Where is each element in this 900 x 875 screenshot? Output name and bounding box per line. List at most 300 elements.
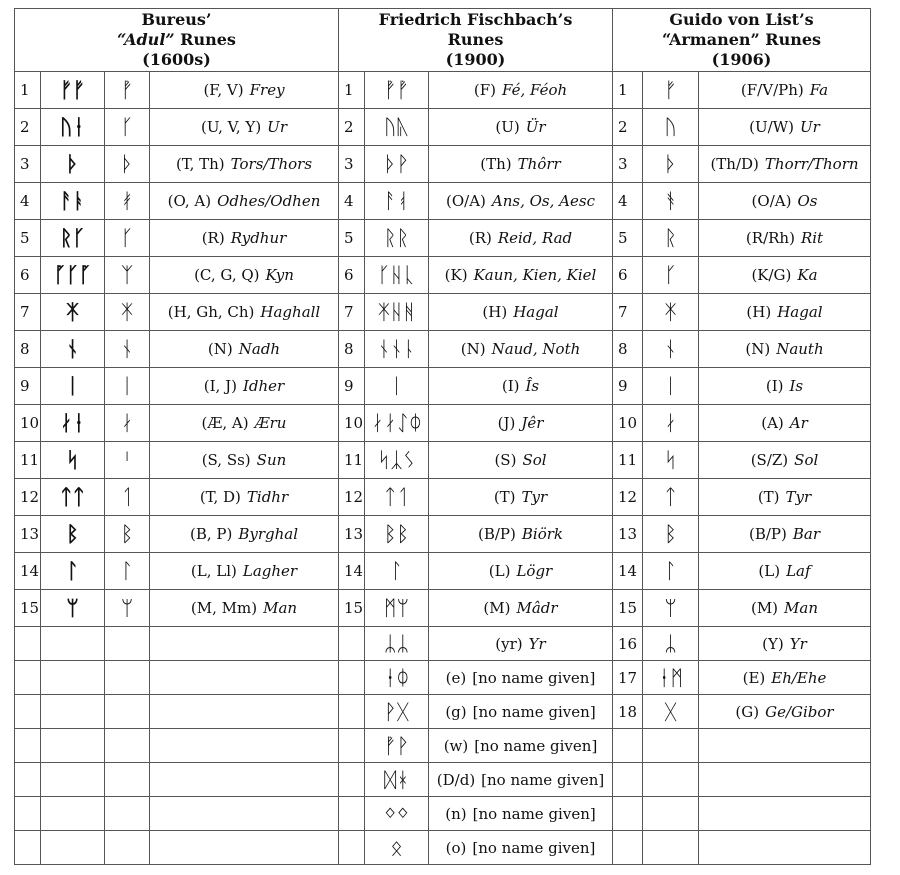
fischbach-glyphs: ᛏᛐ	[365, 479, 429, 516]
bureus-empty-cell	[150, 695, 339, 729]
bureus-glyph-variants: ᚢᛂ	[41, 109, 105, 146]
bureus-empty-cell	[15, 763, 41, 797]
header-list-line1: Guido von List’s	[669, 10, 814, 29]
rune-sounds: (F/V/Ph)	[740, 81, 804, 99]
rune-sounds: (M, Mm)	[190, 599, 258, 617]
rune-name: Kyn	[265, 266, 294, 284]
list-glyph: ᛁ	[643, 368, 699, 405]
table-row	[15, 763, 871, 797]
fischbach-rune-label	[429, 627, 613, 661]
fischbach-rune-number	[339, 695, 365, 729]
rune-name: Ur	[800, 118, 820, 136]
rune-name: Hagal	[513, 303, 559, 321]
fischbach-glyphs: ᚡᚡ	[365, 72, 429, 109]
fischbach-rune-label	[429, 331, 613, 368]
rune-sounds: (S/Z)	[750, 451, 789, 469]
fischbach-rune-label	[429, 553, 613, 590]
list-empty-cell	[643, 729, 699, 763]
list-rune-number: 5	[613, 220, 643, 257]
bureus-empty-cell	[150, 831, 339, 865]
bureus-glyph-alt: ᛌ	[105, 442, 150, 479]
rune-name: Mâdr	[516, 599, 558, 617]
fischbach-rune-number: 8	[339, 331, 365, 368]
list-rune-number: 8	[613, 331, 643, 368]
list-rune-number: 9	[613, 368, 643, 405]
bureus-rune-label	[150, 368, 339, 405]
rune-name: Tors/Thors	[230, 155, 313, 173]
list-empty-cell	[613, 831, 643, 865]
rune-sounds: (g)	[445, 702, 467, 721]
list-glyph: ᛂᛗ	[643, 661, 699, 695]
list-empty-cell	[643, 831, 699, 865]
fischbach-glyphs: ᛂᛰ	[365, 661, 429, 695]
rune-name: Rydhur	[230, 229, 287, 247]
rune-sounds: (R)	[468, 229, 492, 247]
rune-name: Haghall	[260, 303, 321, 321]
fischbach-rune-number: 5	[339, 220, 365, 257]
fischbach-rune-label	[429, 405, 613, 442]
list-rune-number: 4	[613, 183, 643, 220]
rune-sounds: (I)	[765, 377, 784, 395]
list-rune-label	[699, 553, 871, 590]
rune-sounds: (T, Th)	[175, 155, 225, 173]
rune-sounds: (K)	[444, 266, 468, 284]
table-row	[15, 72, 871, 109]
bureus-empty-cell	[41, 763, 105, 797]
table-row	[15, 257, 871, 294]
fischbach-rune-number: 10	[339, 405, 365, 442]
fischbach-rune-number	[339, 661, 365, 695]
bureus-glyph-alt: ᚯ	[105, 183, 150, 220]
bureus-glyph-alt: ᚦ	[105, 146, 150, 183]
bureus-empty-cell	[105, 797, 150, 831]
rune-name: Hagal	[777, 303, 823, 321]
bureus-rune-number: 5	[15, 220, 41, 257]
bureus-empty-cell	[150, 661, 339, 695]
rune-name: Ur	[267, 118, 287, 136]
rune-sounds: (n)	[445, 804, 467, 823]
bureus-glyph-variants: ᛚ	[41, 553, 105, 590]
rune-name: Fa	[809, 81, 829, 99]
list-rune-label	[699, 479, 871, 516]
fischbach-glyphs: ᛚ	[365, 553, 429, 590]
fischbach-rune-number: 15	[339, 590, 365, 627]
list-rune-label	[699, 220, 871, 257]
rune-sounds: (A)	[761, 414, 784, 432]
fischbach-glyphs: ᛡᚺᚻ	[365, 294, 429, 331]
list-glyph: ᚴ	[643, 257, 699, 294]
bureus-empty-cell	[105, 729, 150, 763]
table-row	[15, 695, 871, 729]
header-row	[15, 9, 871, 72]
rune-name: Lagher	[242, 562, 298, 580]
rune-name: Ar	[789, 414, 808, 432]
list-glyph: ᛡ	[643, 294, 699, 331]
rune-sounds: (F, V)	[203, 81, 244, 99]
rune-name: Man	[263, 599, 298, 617]
bureus-rune-number: 8	[15, 331, 41, 368]
fischbach-rune-label	[429, 220, 613, 257]
table-row	[15, 590, 871, 627]
rune-sounds: (yr)	[495, 634, 523, 653]
bureus-rune-number: 4	[15, 183, 41, 220]
list-rune-number: 15	[613, 590, 643, 627]
list-rune-number: 12	[613, 479, 643, 516]
rune-name: Nauth	[776, 340, 824, 358]
rune-name: [no name given]	[472, 804, 596, 823]
list-rune-label	[699, 294, 871, 331]
table-row	[15, 368, 871, 405]
rune-comparison-table	[14, 8, 871, 865]
fischbach-rune-label	[429, 294, 613, 331]
bureus-rune-label	[150, 516, 339, 553]
list-rune-number: 6	[613, 257, 643, 294]
table-row	[15, 516, 871, 553]
bureus-glyph-variants: ᛒ	[41, 516, 105, 553]
rune-name: Thorr/Thorn	[764, 155, 859, 173]
rune-name: [no name given]	[481, 770, 605, 789]
bureus-empty-cell	[15, 797, 41, 831]
bureus-glyph-alt: ᚡ	[105, 72, 150, 109]
fischbach-rune-label	[429, 183, 613, 220]
rune-sounds: (S, Ss)	[201, 451, 251, 469]
fischbach-rune-number	[339, 729, 365, 763]
rune-sounds: (D/d)	[436, 770, 476, 789]
rune-sounds: (G)	[735, 702, 760, 721]
rune-sounds: (H)	[746, 303, 772, 321]
rune-sounds: (I, J)	[203, 377, 237, 395]
fischbach-rune-number: 9	[339, 368, 365, 405]
rune-sounds: (E)	[742, 668, 766, 687]
fischbach-glyphs: ᚨᚮ	[365, 183, 429, 220]
table-row	[15, 405, 871, 442]
bureus-glyph-variants: ᚨᚭ	[41, 183, 105, 220]
fischbach-glyphs: ᛒᛒ	[365, 516, 429, 553]
bureus-empty-cell	[41, 831, 105, 865]
list-rune-number: 14	[613, 553, 643, 590]
list-rune-label	[699, 72, 871, 109]
bureus-empty-cell	[105, 695, 150, 729]
list-empty-cell	[699, 831, 871, 865]
rune-name: Lögr	[516, 562, 553, 580]
list-rune-number: 3	[613, 146, 643, 183]
fischbach-rune-number: 13	[339, 516, 365, 553]
fischbach-rune-number	[339, 763, 365, 797]
fischbach-rune-number: 7	[339, 294, 365, 331]
list-rune-number: 17	[613, 661, 643, 695]
fischbach-glyphs: ᛞᚼ	[365, 763, 429, 797]
list-rune-label	[699, 146, 871, 183]
header-bureus-line1: Bureus’	[141, 10, 212, 29]
header-fischbach-line3: (1900)	[445, 50, 506, 69]
bureus-empty-cell	[150, 763, 339, 797]
rune-sounds: (L)	[488, 562, 511, 580]
fischbach-rune-number: 6	[339, 257, 365, 294]
rune-sounds: (w)	[443, 736, 469, 755]
rune-sounds: (T)	[493, 488, 516, 506]
bureus-glyph-alt: ᛁ	[105, 368, 150, 405]
list-rune-number: 11	[613, 442, 643, 479]
rune-name: Fé, Féoh	[501, 81, 568, 99]
list-rune-number: 7	[613, 294, 643, 331]
bureus-rune-label	[150, 405, 339, 442]
fischbach-rune-label	[429, 109, 613, 146]
list-glyph: ᚷ	[643, 695, 699, 729]
list-glyph: ᛘ	[643, 590, 699, 627]
rune-sounds: (S)	[494, 451, 517, 469]
list-rune-label	[699, 695, 871, 729]
fischbach-rune-label	[429, 257, 613, 294]
rune-name: Ans, Os, Aesc	[491, 192, 595, 210]
list-rune-number: 16	[613, 627, 643, 661]
rune-name: Byrghal	[238, 525, 299, 543]
table-row	[15, 146, 871, 183]
rune-sounds: (L, Ll)	[190, 562, 237, 580]
bureus-rune-label	[150, 109, 339, 146]
fischbach-rune-label	[429, 146, 613, 183]
rune-name: Naud, Noth	[491, 340, 581, 358]
rune-name: Odhes/Odhen	[217, 192, 321, 210]
rune-name: Îs	[525, 377, 540, 395]
bureus-rune-label	[150, 479, 339, 516]
rune-name: Laf	[786, 562, 811, 580]
rune-name: Jêr	[521, 414, 544, 432]
header-fischbach-line2: Runes	[447, 30, 504, 49]
bureus-rune-number: 15	[15, 590, 41, 627]
bureus-rune-label	[150, 294, 339, 331]
header-fischbach-line1: Friedrich Fischbach’s	[378, 10, 573, 29]
table-row	[15, 627, 871, 661]
table-row	[15, 109, 871, 146]
bureus-empty-cell	[41, 729, 105, 763]
rune-sounds: (Th)	[480, 155, 512, 173]
bureus-rune-number: 6	[15, 257, 41, 294]
list-glyph: ᛏ	[643, 479, 699, 516]
list-glyph: ᛅ	[643, 405, 699, 442]
list-rune-label	[699, 590, 871, 627]
header-list-line2: “Armanen” Runes	[661, 30, 822, 49]
rune-name: Idher	[242, 377, 285, 395]
rune-name: Os	[797, 192, 818, 210]
bureus-empty-cell	[15, 831, 41, 865]
bureus-rune-label	[150, 257, 339, 294]
rune-name: Ür	[525, 118, 546, 136]
bureus-empty-cell	[105, 661, 150, 695]
fischbach-rune-number: 12	[339, 479, 365, 516]
bureus-empty-cell	[105, 627, 150, 661]
table-row	[15, 661, 871, 695]
bureus-rune-label	[150, 590, 339, 627]
rune-name: Bar	[792, 525, 820, 543]
rune-sounds: (J)	[497, 414, 516, 432]
list-rune-label	[699, 405, 871, 442]
table-row	[15, 479, 871, 516]
rune-table-body	[15, 72, 871, 865]
table-row	[15, 442, 871, 479]
fischbach-rune-label	[429, 72, 613, 109]
header-bureus-line3: (1600s)	[142, 50, 211, 69]
bureus-empty-cell	[15, 729, 41, 763]
list-glyph: ᛋ	[643, 442, 699, 479]
bureus-empty-cell	[150, 797, 339, 831]
fischbach-rune-label	[429, 590, 613, 627]
rune-sounds: (R)	[201, 229, 225, 247]
bureus-rune-label	[150, 553, 339, 590]
list-rune-number: 13	[613, 516, 643, 553]
bureus-rune-number: 13	[15, 516, 41, 553]
bureus-empty-cell	[105, 763, 150, 797]
rune-sounds: (O/A)	[751, 192, 792, 210]
list-rune-label	[699, 627, 871, 661]
list-rune-number: 2	[613, 109, 643, 146]
bureus-empty-cell	[15, 661, 41, 695]
list-glyph: ᚱ	[643, 220, 699, 257]
bureus-glyph-alt: ᚴ	[105, 109, 150, 146]
fischbach-glyphs: ᚾᚾᚿ	[365, 331, 429, 368]
rune-name: Nadh	[238, 340, 281, 358]
rune-name: Rit	[800, 229, 824, 247]
rune-sounds: (U/W)	[749, 118, 794, 136]
rune-name: Man	[784, 599, 819, 617]
rune-sounds: (N)	[207, 340, 233, 358]
rune-sounds: (B, P)	[189, 525, 233, 543]
rune-sounds: (K/G)	[751, 266, 792, 284]
list-rune-label	[699, 368, 871, 405]
rune-name: Tyr	[785, 488, 812, 506]
rune-sounds: (C, G, Q)	[194, 266, 260, 284]
list-empty-cell	[699, 729, 871, 763]
list-empty-cell	[643, 763, 699, 797]
list-glyph: ᛒ	[643, 516, 699, 553]
bureus-empty-cell	[15, 627, 41, 661]
bureus-glyph-variants: ᛋ	[41, 442, 105, 479]
list-glyph: ᛦ	[643, 627, 699, 661]
bureus-glyph-alt: ᛡ	[105, 294, 150, 331]
bureus-rune-label	[150, 442, 339, 479]
bureus-empty-cell	[150, 729, 339, 763]
list-glyph: ᚾ	[643, 331, 699, 368]
rune-sounds: (N)	[745, 340, 771, 358]
rune-name: Sol	[794, 451, 819, 469]
bureus-glyph-alt: ᛉ	[105, 257, 150, 294]
rune-name: Biörk	[521, 525, 563, 543]
fischbach-glyphs: ᛜᛜ	[365, 797, 429, 831]
fischbach-glyphs: ᚴᚺᚳ	[365, 257, 429, 294]
rune-name: Tyr	[521, 488, 548, 506]
fischbach-glyphs: ᛟ	[365, 831, 429, 865]
bureus-glyph-variants: ᛡ	[41, 294, 105, 331]
fischbach-rune-number	[339, 831, 365, 865]
fischbach-rune-number: 1	[339, 72, 365, 109]
fischbach-glyphs: ᚦᚹ	[365, 146, 429, 183]
rune-sounds: (M)	[483, 599, 511, 617]
list-empty-cell	[613, 797, 643, 831]
bureus-glyph-variants: ᛏᛏ	[41, 479, 105, 516]
table-row	[15, 294, 871, 331]
table-row	[15, 553, 871, 590]
list-empty-cell	[643, 797, 699, 831]
bureus-glyph-variants: ᛘ	[41, 590, 105, 627]
rune-sounds: (B/P)	[478, 525, 516, 543]
bureus-rune-number: 2	[15, 109, 41, 146]
rune-sounds: (B/P)	[748, 525, 787, 543]
fischbach-rune-number: 11	[339, 442, 365, 479]
list-rune-label	[699, 331, 871, 368]
bureus-empty-cell	[41, 627, 105, 661]
bureus-rune-number: 10	[15, 405, 41, 442]
bureus-rune-number: 1	[15, 72, 41, 109]
list-glyph: ᚠ	[643, 72, 699, 109]
list-glyph: ᚬ	[643, 183, 699, 220]
list-rune-label	[699, 661, 871, 695]
bureus-glyph-alt: ᛅ	[105, 405, 150, 442]
fischbach-rune-label	[429, 729, 613, 763]
table-row	[15, 729, 871, 763]
bureus-empty-cell	[41, 797, 105, 831]
rune-name: Ge/Gibor	[765, 702, 834, 721]
rune-sounds: (Æ, A)	[201, 414, 249, 432]
rune-name: [no name given]	[472, 668, 596, 687]
list-glyph: ᛚ	[643, 553, 699, 590]
table-row	[15, 797, 871, 831]
rune-sounds: (O/A)	[446, 192, 486, 210]
list-empty-cell	[699, 763, 871, 797]
bureus-glyph-alt: ᛒ	[105, 516, 150, 553]
fischbach-rune-label	[429, 695, 613, 729]
rune-sounds: (N)	[460, 340, 486, 358]
bureus-glyph-variants: ᚵᚴᚵ	[41, 257, 105, 294]
rune-sounds: (F)	[473, 81, 496, 99]
list-empty-cell	[613, 763, 643, 797]
table-row	[15, 220, 871, 257]
rune-sounds: (I)	[501, 377, 520, 395]
rune-name: Yr	[528, 634, 546, 653]
fischbach-rune-label	[429, 368, 613, 405]
table-row	[15, 331, 871, 368]
bureus-rune-number: 14	[15, 553, 41, 590]
fischbach-rune-number: 4	[339, 183, 365, 220]
fischbach-glyphs: ᚹᚷ	[365, 695, 429, 729]
fischbach-glyphs: ᛅᛅᛇᛰ	[365, 405, 429, 442]
rune-sounds: (H, Gh, Ch)	[167, 303, 255, 321]
fischbach-rune-number	[339, 627, 365, 661]
rune-name: Thôrr	[517, 155, 561, 173]
rune-sounds: (e)	[445, 668, 467, 687]
header-fischbach	[339, 9, 613, 72]
bureus-rune-number: 12	[15, 479, 41, 516]
list-rune-number: 18	[613, 695, 643, 729]
bureus-rune-number: 9	[15, 368, 41, 405]
header-bureus-line2: “Adul” Runes	[117, 30, 236, 49]
header-list	[613, 9, 871, 72]
list-rune-label	[699, 257, 871, 294]
rune-sounds: (U, V, Y)	[201, 118, 262, 136]
rune-sounds: (H)	[482, 303, 508, 321]
rune-name: [no name given]	[472, 838, 596, 857]
fischbach-glyphs: ᚡᚹ	[365, 729, 429, 763]
bureus-glyph-alt: ᚾ	[105, 331, 150, 368]
rune-name: Tidhr	[246, 488, 289, 506]
list-glyph: ᚢ	[643, 109, 699, 146]
rune-name: Ka	[797, 266, 818, 284]
bureus-empty-cell	[105, 831, 150, 865]
bureus-rune-label	[150, 331, 339, 368]
rune-sounds: (L)	[758, 562, 781, 580]
rune-name: [no name given]	[474, 736, 598, 755]
bureus-glyph-variants: ᛅᛂ	[41, 405, 105, 442]
rune-sounds: (U)	[495, 118, 520, 136]
list-rune-label	[699, 442, 871, 479]
